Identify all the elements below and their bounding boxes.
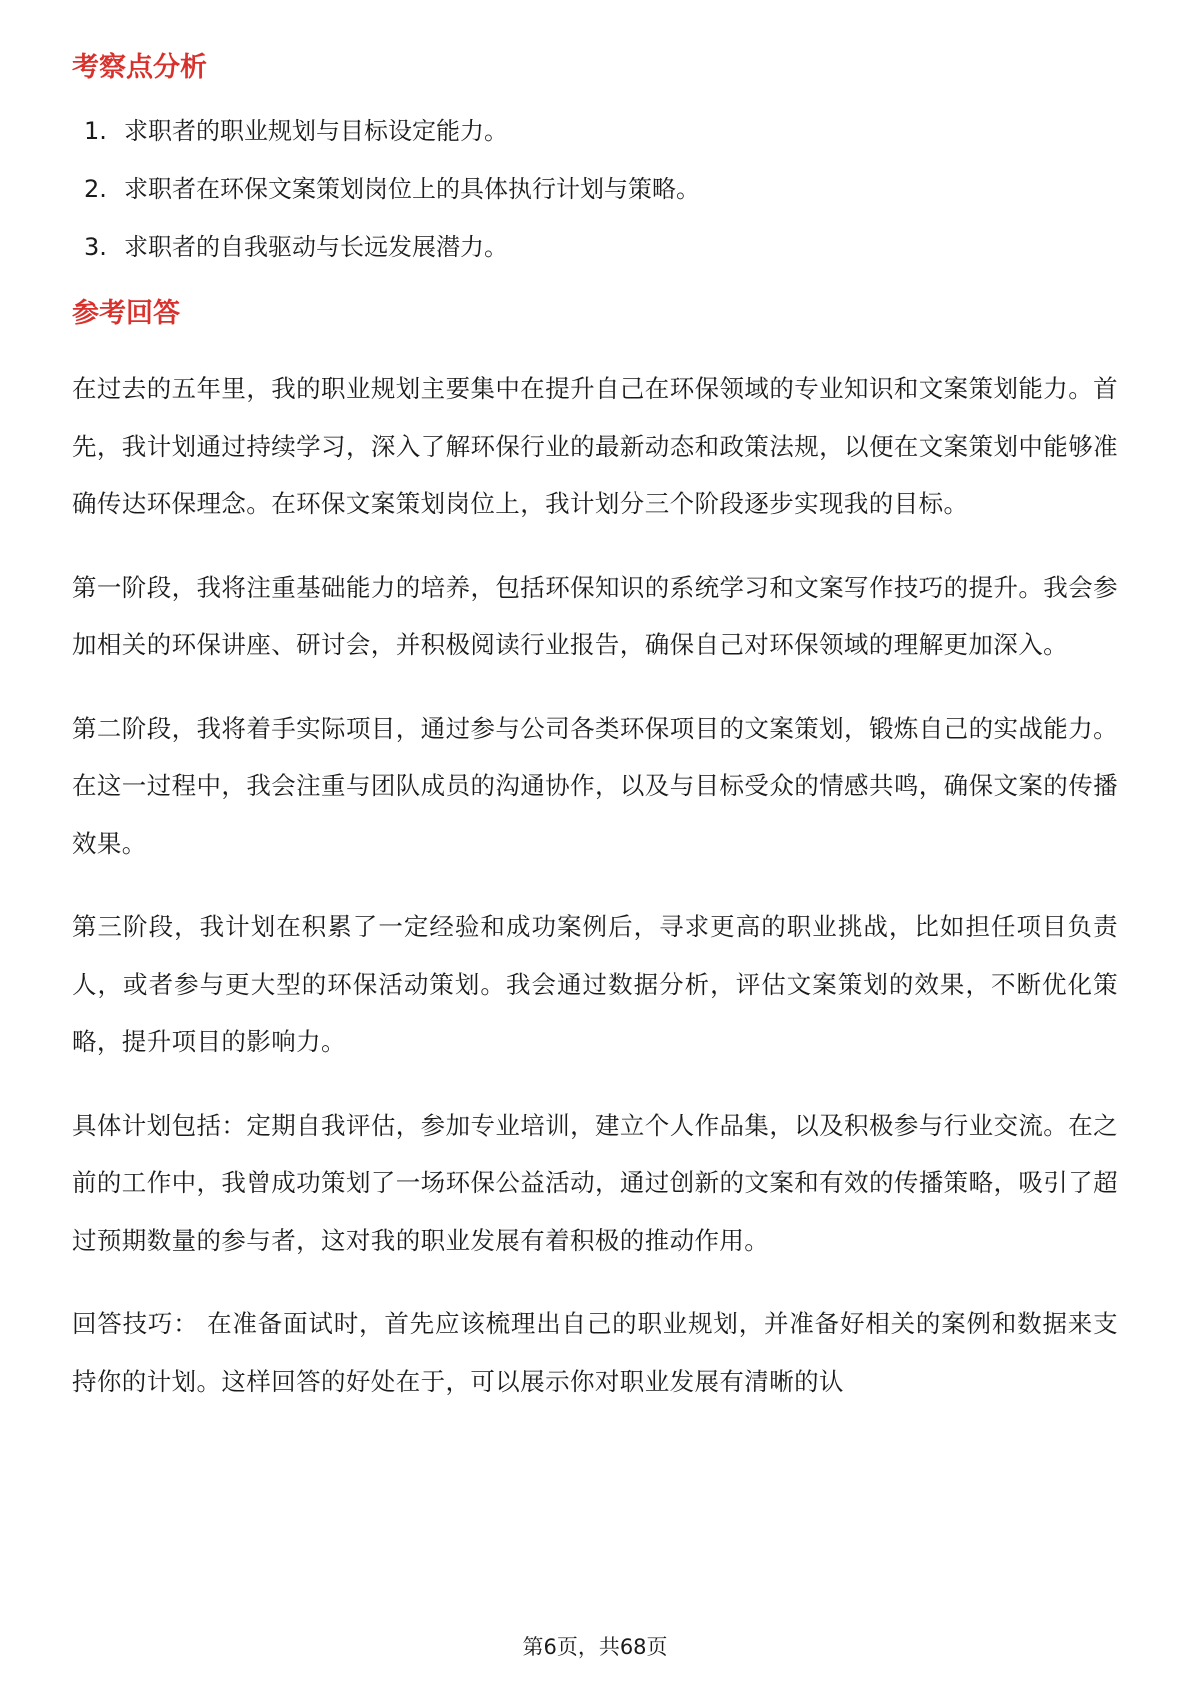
point-number: 2.: [84, 175, 107, 203]
point-text: 求职者在环保文案策划岗位上的具体执行计划与策略。: [124, 175, 700, 203]
point-text: 求职者的职业规划与目标设定能力。: [124, 117, 508, 145]
answer-heading: 参考回答: [72, 298, 180, 329]
answer-body: [72, 360, 1118, 1410]
point-text: 求职者的自我驱动与长远发展潜力。: [124, 233, 508, 261]
page-number-footer: 第6页，共68页: [522, 1635, 668, 1659]
analysis-heading: 考察点分析: [72, 52, 207, 83]
answer-paragraph: 第二阶段，我将着手实际项目，通过参与公司各类环保项目的文案策划，锻炼自己的实战能力。在这一过程中，我会注重与团队成员的沟通协作，以及与目标受众的情感共鸣，确保文案的传播效果。: [72, 713, 1118, 858]
answer-paragraph: 在过去的五年里，我的职业规划主要集中在提升自己在环保领域的专业知识和文案策划能力。首先，我计划通过持续学习，深入了解环保行业的最新动态和政策法规，以便在文案策划中能够准确传达环保理念。在环保文案策划岗位上，我计划分三个阶段逐步实现我的目标。: [72, 374, 1118, 518]
document-page: [72, 48, 1118, 1410]
analysis-point: [72, 230, 1118, 264]
answer-paragraph: 具体计划包括：定期自我评估，参加专业培训，建立个人作品集，以及积极参与行业交流。在之前的工作中，我曾成功策划了一场环保公益活动，通过创新的文案和有效的传播策略，吸引了超过预期数量的参与者，这对我的职业发展有着积极的推动作用。: [72, 1110, 1118, 1255]
analysis-point: [72, 114, 1118, 148]
analysis-point: [72, 172, 1118, 206]
point-number: 1.: [84, 117, 107, 145]
answer-tips-paragraph: 回答技巧： 在准备面试时，首先应该梳理出自己的职业规划，并准备好相关的案例和数据来支持你的计划。这样回答的好处在于，可以展示你对职业发展有清晰的认: [72, 1309, 1118, 1396]
answer-paragraph: 第一阶段，我将注重基础能力的培养，包括环保知识的系统学习和文案写作技巧的提升。我会参加相关的环保讲座、研讨会，并积极阅读行业报告，确保自己对环保领域的理解更加深入。: [72, 572, 1118, 659]
point-number: 3.: [84, 233, 107, 261]
analysis-point-list: [72, 114, 1118, 264]
answer-paragraph: 第三阶段，我计划在积累了一定经验和成功案例后，寻求更高的职业挑战，比如担任项目负责人，或者参与更大型的环保活动策划。我会通过数据分析，评估文案策划的效果，不断优化策略，提升项目的影响力。: [72, 912, 1118, 1056]
